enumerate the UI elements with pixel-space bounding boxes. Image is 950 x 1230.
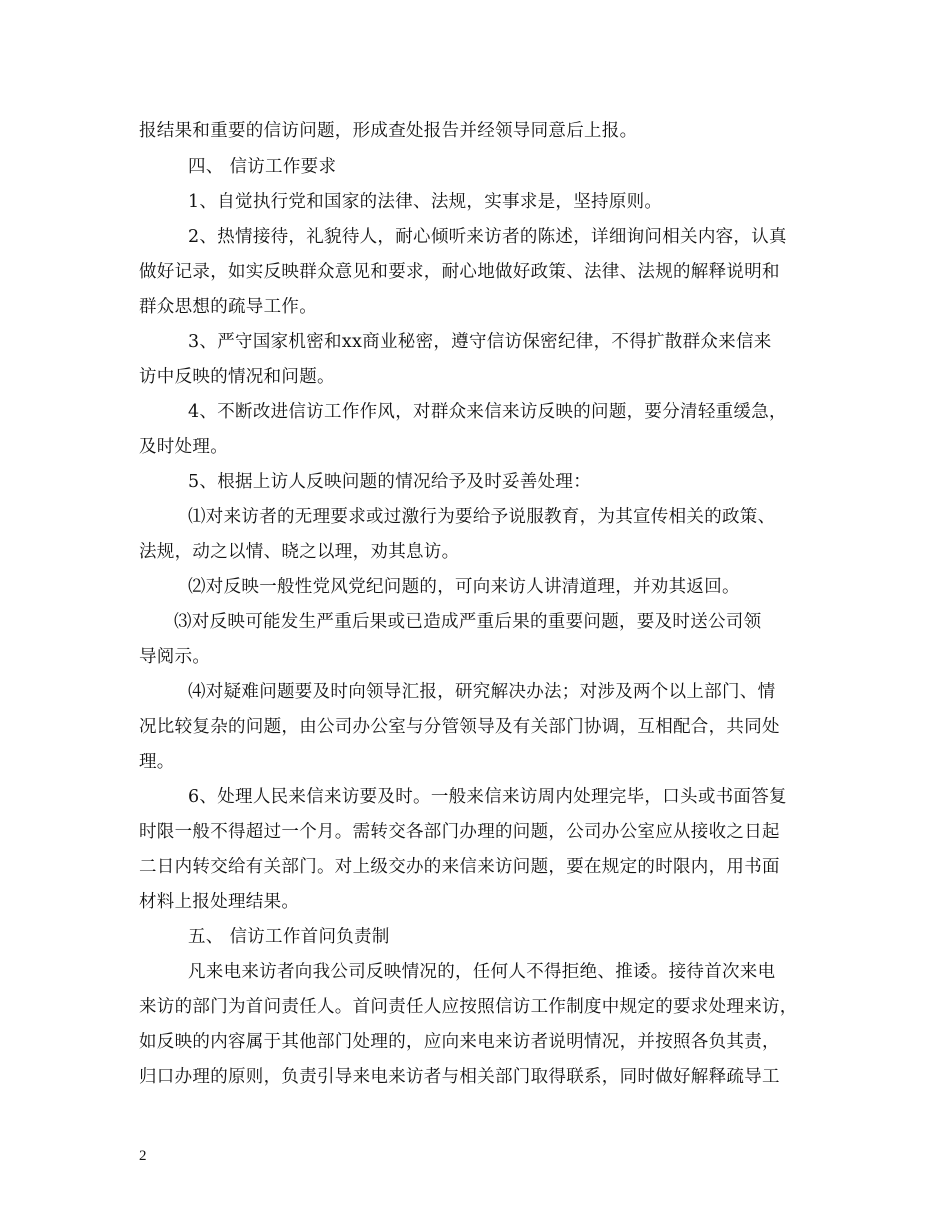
section-heading: 四、 信访工作要求	[188, 157, 337, 177]
text-line: 如反映的内容属于其他部门处理的，应向来电来访者说明情况，并按照各负其责，	[139, 1032, 780, 1052]
text-line: 导阅示。	[139, 647, 211, 667]
text-line: 做好记录，如实反映群众意见和要求，耐心地做好政策、法律、法规的解释说明和	[139, 262, 780, 282]
text-line: 来访的部门为首问责任人。首问责任人应按照信访工作制度中规定的要求处理来访，	[139, 997, 798, 1017]
text-line: 访中反映的情况和问题。	[139, 367, 335, 387]
text-line: ⑴对来访者的无理要求或过激行为要给予说服教育，为其宣传相关的政策、	[188, 507, 776, 527]
text-line: 况比较复杂的问题，由公司办公室与分管领导及有关部门协调，互相配合，共同处	[139, 717, 780, 737]
text-line: 归口办理的原则，负责引导来电来访者与相关部门取得联系，同时做好解释疏导工	[139, 1067, 780, 1087]
text-line: 群众思想的疏导工作。	[139, 297, 317, 317]
text-line: ⑶对反映可能发生严重后果或已造成严重后果的重要问题，要及时送公司领	[174, 612, 762, 632]
text-line: 3、严守国家机密和xx商业秘密，遵守信访保密纪律，不得扩散群众来信来	[188, 332, 772, 352]
text-line: 4、不断改进信访工作作风，对群众来信来访反映的问题，要分清轻重缓急，	[188, 402, 787, 422]
text-line: 理。	[139, 752, 175, 772]
section-heading: 五、 信访工作首问负责制	[188, 927, 390, 947]
text-line: 2、热情接待，礼貌待人，耐心倾听来访者的陈述，详细询问相关内容，认真	[188, 227, 787, 247]
text-line: ⑷对疑难问题要及时向领导汇报，研究解决办法；对涉及两个以上部门、情	[188, 682, 776, 702]
text-line: 及时处理。	[139, 437, 228, 457]
text-line: 二日内转交给有关部门。对上级交办的来信来访问题，要在规定的时限内，用书面	[139, 857, 780, 877]
text-line: 报结果和重要的信访问题，形成查处报告并经领导同意后上报。	[139, 121, 638, 141]
text-line: 材料上报处理结果。	[139, 892, 300, 912]
text-line: 5、根据上访人反映问题的情况给予及时妥善处理：	[188, 472, 592, 492]
text-line: 6、处理人民来信来访要及时。一般来信来访周内处理完毕，口头或书面答复	[188, 787, 787, 807]
text-line: 时限一般不得超过一个月。需转交各部门办理的问题，公司办公室应从接收之日起	[139, 822, 780, 842]
text-line: 1、自觉执行党和国家的法律、法规，实事求是，坚持原则。	[188, 192, 663, 212]
page-number: 2	[139, 1148, 147, 1164]
text-line: ⑵对反映一般性党风党纪问题的，可向来访人讲清道理，并劝其返回。	[188, 577, 740, 597]
text-line: 凡来电来访者向我公司反映情况的，任何人不得拒绝、推诿。接待首次来电	[188, 962, 776, 982]
text-line: 法规，动之以情、晓之以理，劝其息访。	[139, 542, 460, 562]
